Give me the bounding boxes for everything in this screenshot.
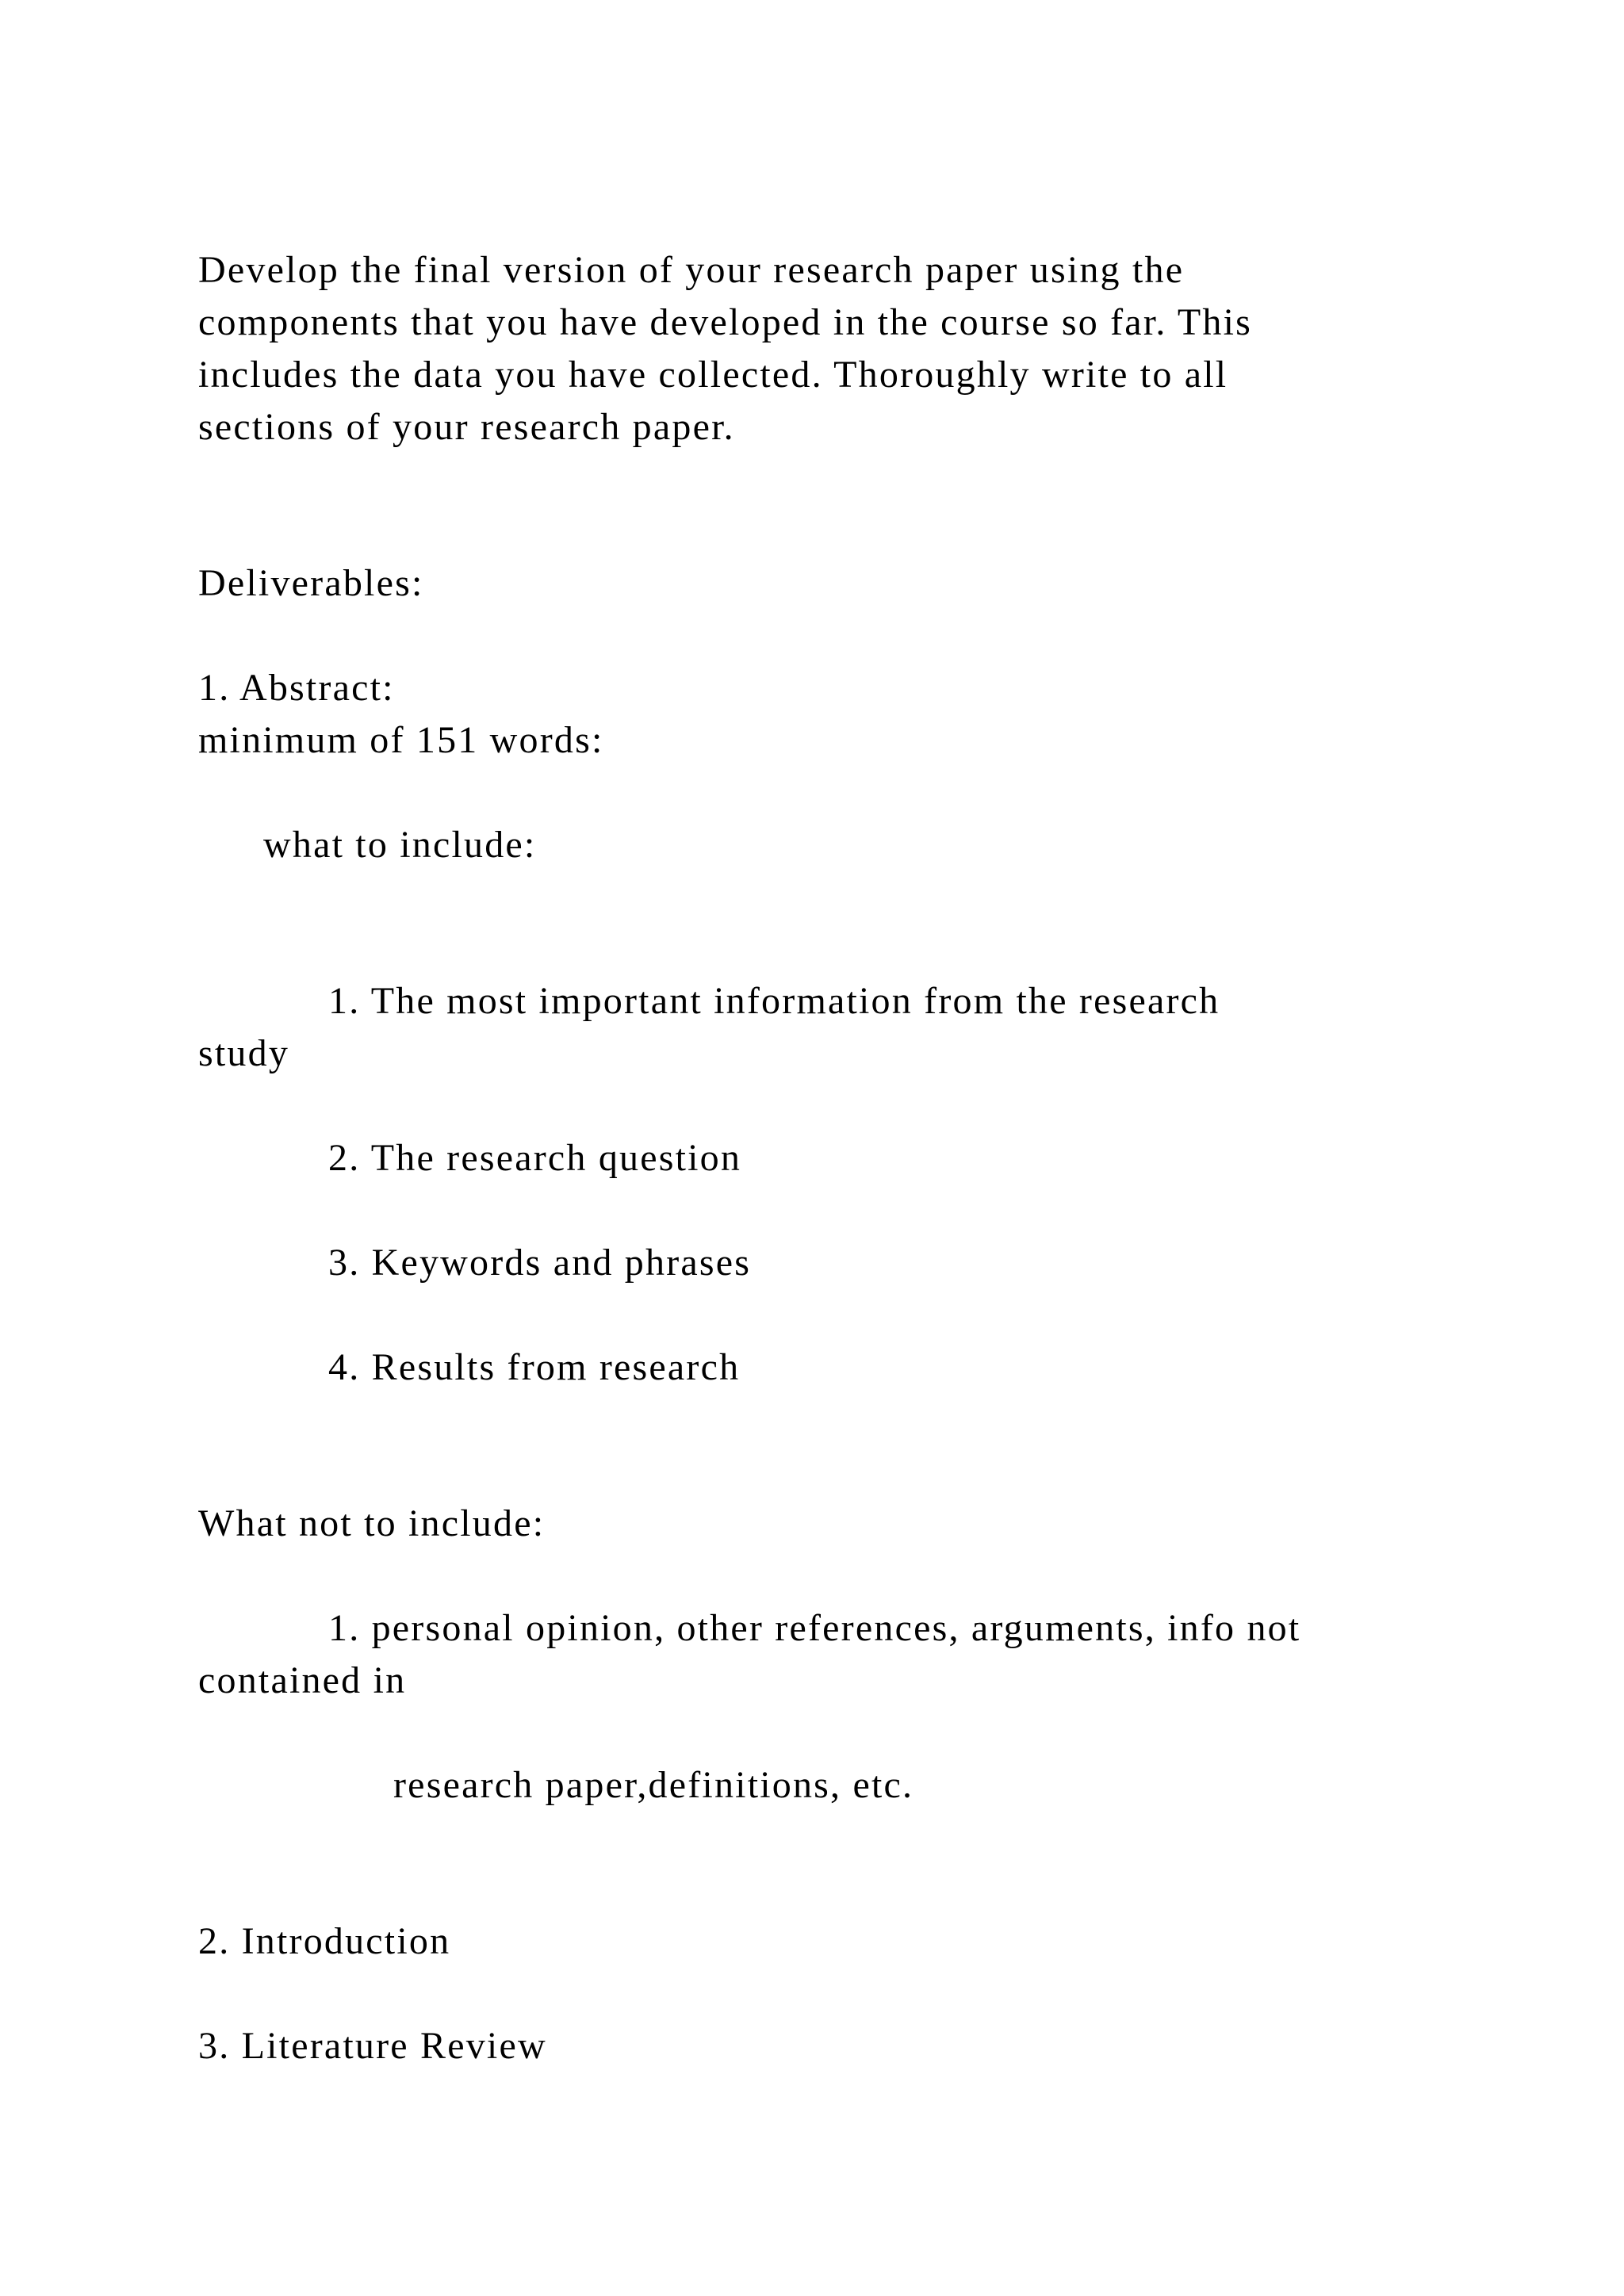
section-introduction: 2. Introduction [198, 1920, 451, 1962]
exclude-item-1-continued: research paper,definitions, etc. [393, 1764, 914, 1806]
include-item-1: 1. The most important information from the research [328, 980, 1220, 1022]
exclude-heading: What not to include: [198, 1502, 546, 1544]
section-literature-review: 3. Literature Review [198, 2025, 547, 2067]
abstract-minimum: minimum of 151 words: [198, 719, 604, 761]
intro-line-1: Develop the final version of your research paper using the [198, 249, 1185, 291]
intro-line-2: components that you have developed in the course so far. This [198, 301, 1253, 343]
exclude-item-1-wrap: contained in [198, 1659, 407, 1701]
intro-line-3: includes the data you have collected. Thoroughly write to all [198, 354, 1228, 396]
deliverables-heading: Deliverables: [198, 562, 424, 604]
include-item-1-wrap: study [198, 1032, 290, 1074]
abstract-title: 1. Abstract: [198, 667, 395, 709]
exclude-item-1: 1. personal opinion, other references, arguments, info not [328, 1607, 1301, 1649]
intro-line-4: sections of your research paper. [198, 406, 735, 448]
include-heading: what to include: [263, 824, 537, 866]
include-item-2: 2. The research question [328, 1137, 742, 1179]
include-item-4: 4. Results from research [328, 1346, 741, 1388]
include-item-3: 3. Keywords and phrases [328, 1242, 752, 1284]
